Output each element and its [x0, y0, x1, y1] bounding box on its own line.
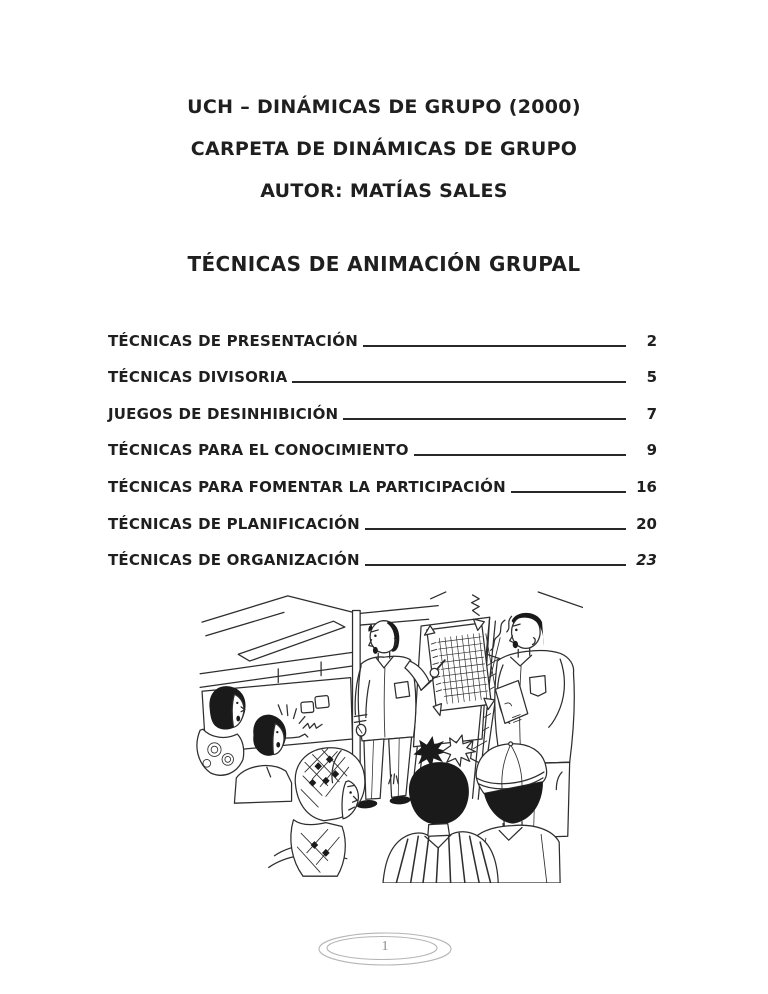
toc-page-number: 2	[646, 331, 657, 350]
illustration-svg	[183, 591, 583, 883]
toc-entry	[108, 459, 657, 496]
toc-entry-label: TÉCNICAS DIVISORIA	[108, 368, 288, 387]
toc-page-number: 7	[646, 404, 657, 423]
section-heading: TÉCNICAS DE ANIMACIÓN GRUPAL	[187, 252, 581, 276]
illustration-group-presentation	[183, 591, 583, 883]
toc-leader-line	[365, 564, 626, 566]
toc-page-number: 5	[646, 368, 657, 387]
document-title-line-3: AUTOR: MATÍAS SALES	[260, 180, 508, 202]
toc-leader-line	[365, 528, 626, 530]
toc-entry	[108, 350, 657, 387]
toc-entry	[108, 386, 657, 423]
toc-entry	[108, 423, 657, 460]
document-title-line-1: UCH – DINÁMICAS DE GRUPO (2000)	[187, 96, 581, 118]
toc-entry-label: TÉCNICAS DE PLANIFICACIÓN	[108, 514, 360, 533]
toc-leader-line	[292, 381, 626, 383]
toc-entry-label: TÉCNICAS PARA FOMENTAR LA PARTICIPACIÓN	[108, 477, 506, 496]
toc-entry-label: TÉCNICAS DE ORGANIZACIÓN	[108, 551, 360, 570]
hanging-wire-squiggle	[472, 595, 480, 615]
toc-entry-label: JUEGOS DE DESINHIBICIÓN	[108, 404, 339, 423]
toc-entry	[108, 533, 657, 570]
toc-page-number: 23	[636, 551, 657, 570]
toc-entry-label: TÉCNICAS PARA EL CONOCIMIENTO	[108, 441, 409, 460]
toc-leader-line	[414, 454, 626, 456]
toc-leader-line	[363, 345, 626, 347]
illustration-listener-headscarf	[269, 748, 365, 876]
toc-entry	[108, 313, 657, 350]
toc-entry	[108, 496, 657, 533]
emphasis-zigzag	[303, 723, 322, 728]
toc-entry-label: TÉCNICAS DE PRESENTACIÓN	[108, 331, 358, 350]
illustration-listener-left	[197, 686, 246, 775]
toc-page-number: 9	[646, 441, 657, 460]
toc-leader-line	[511, 491, 626, 493]
toc-leader-line	[343, 418, 626, 420]
document-title-block	[0, 86, 768, 212]
document-title-line-2: CARPETA DE DINÁMICAS DE GRUPO	[190, 138, 578, 160]
speech-squiggle	[507, 616, 512, 632]
page-number: 1	[381, 939, 389, 954]
toc-page-number: 16	[636, 477, 657, 496]
table-of-contents	[108, 313, 657, 569]
toc-page-number: 20	[636, 514, 657, 533]
